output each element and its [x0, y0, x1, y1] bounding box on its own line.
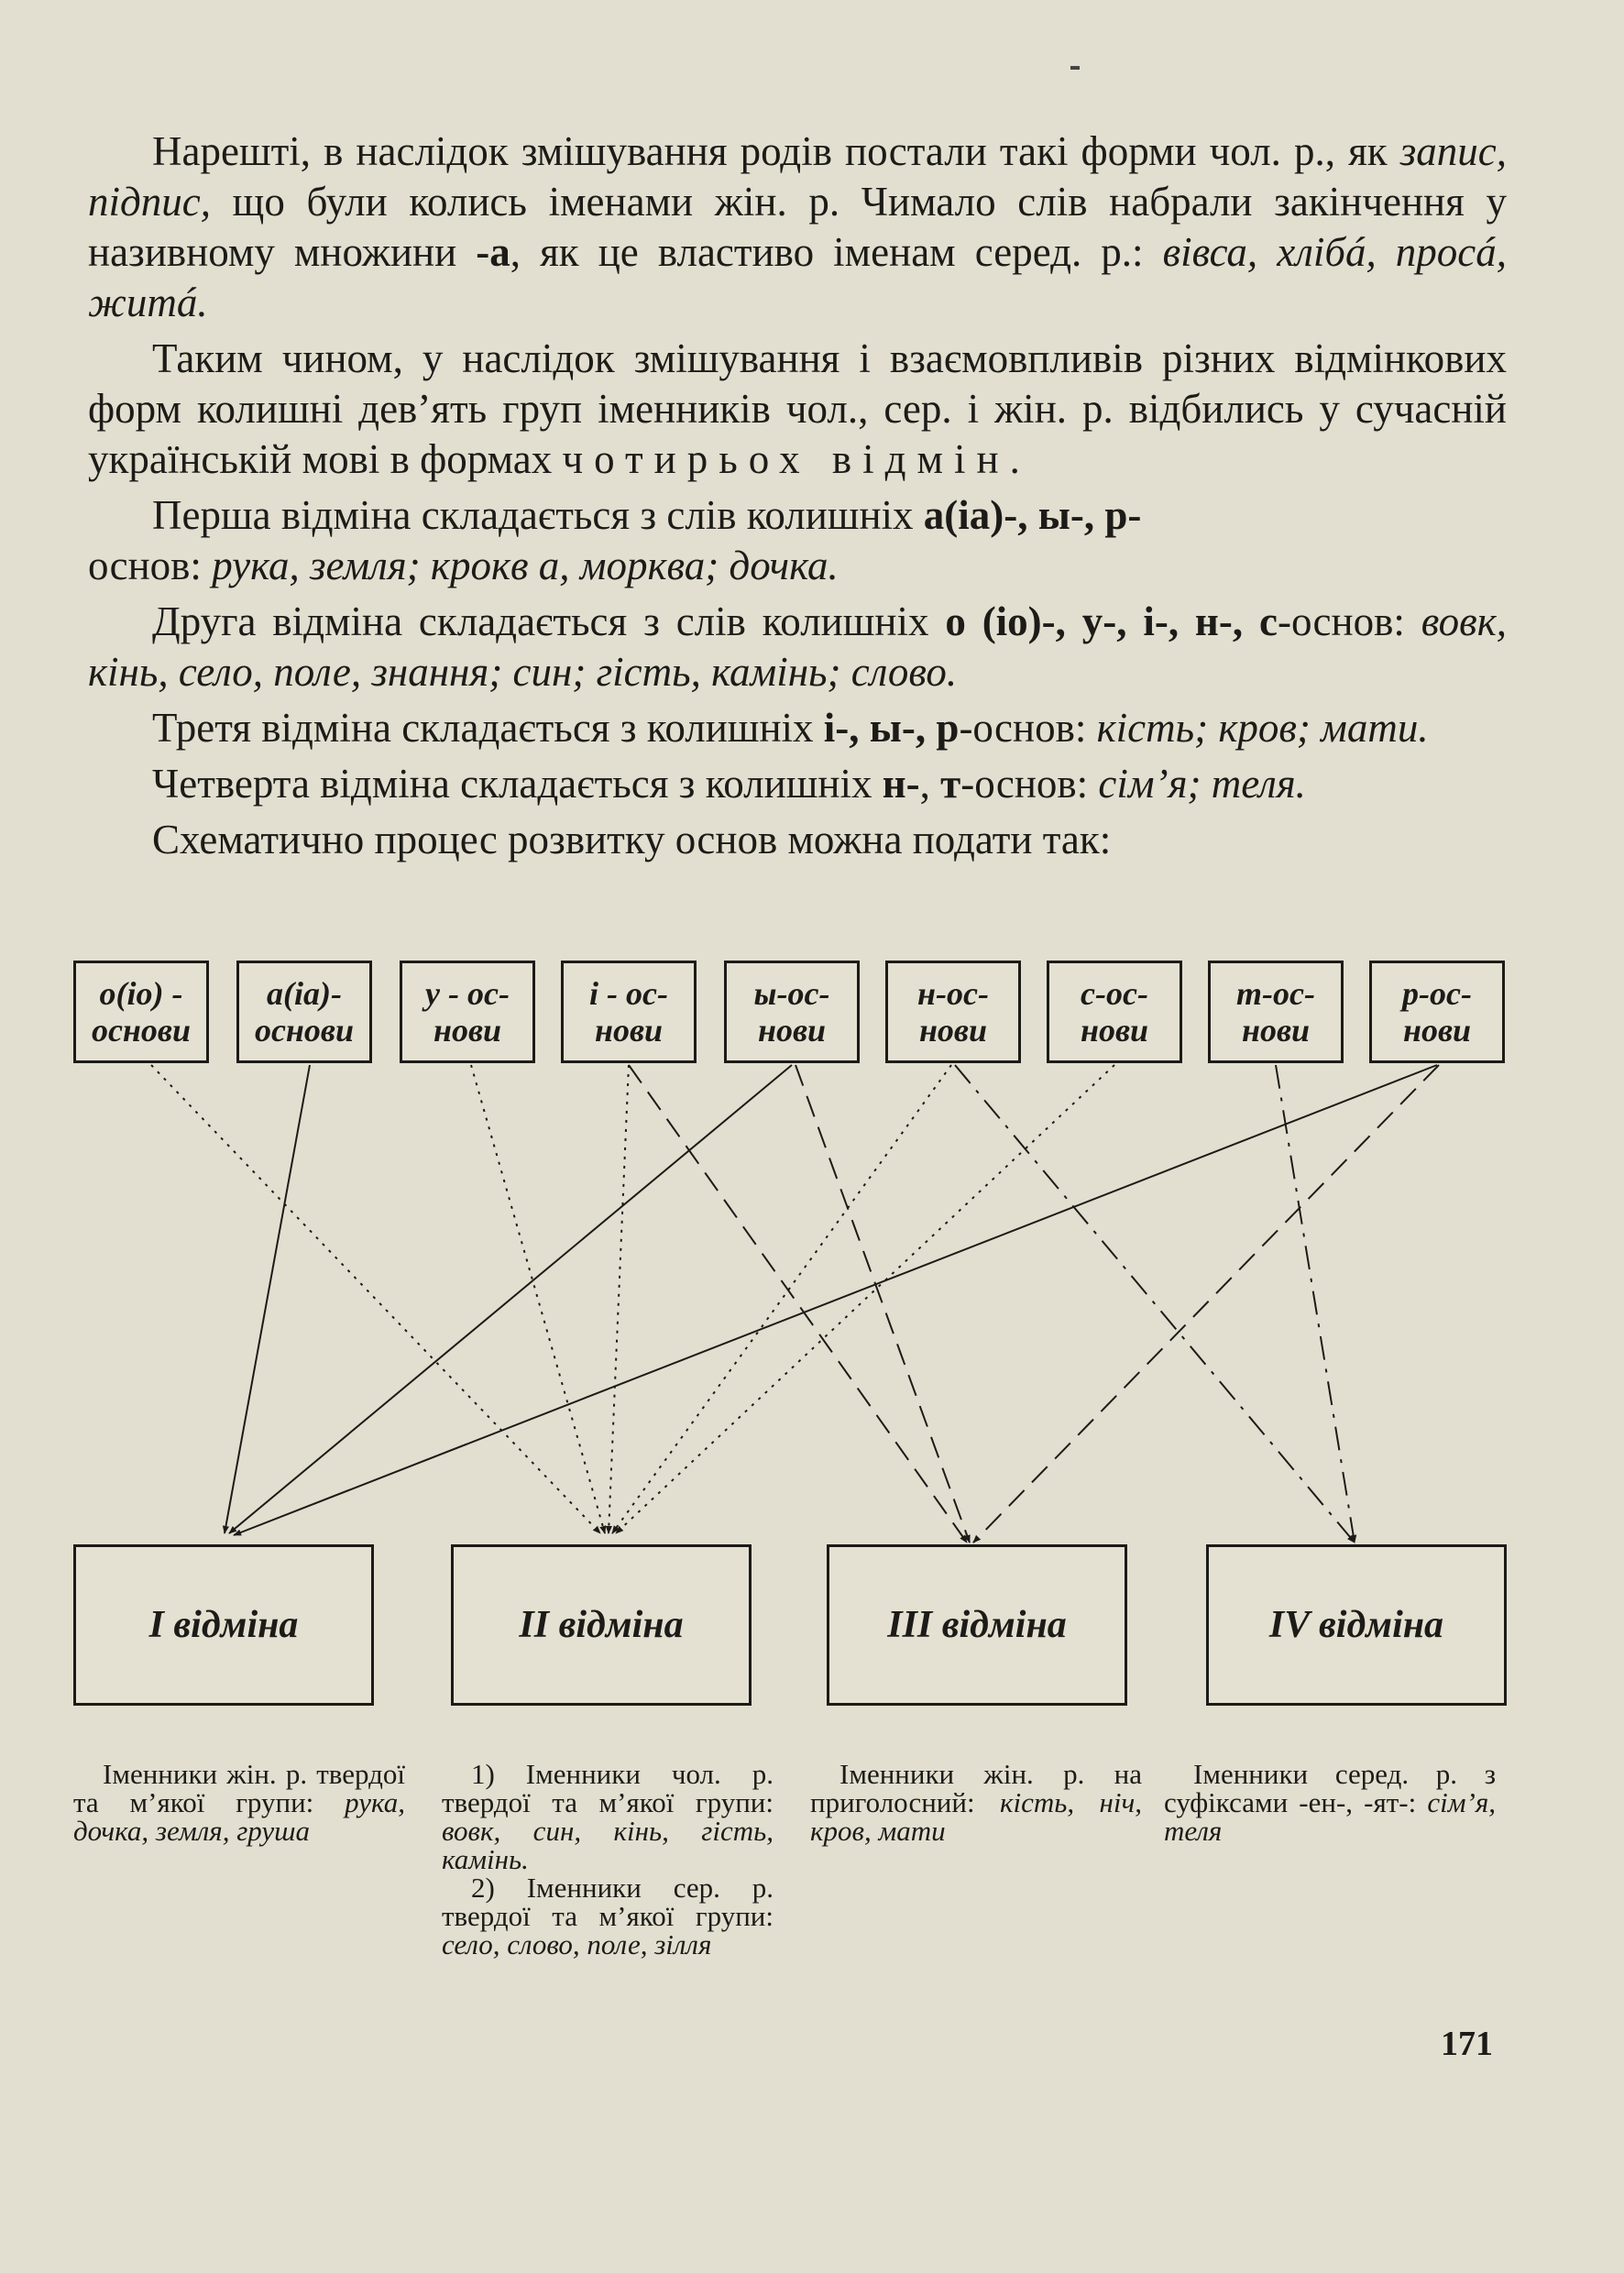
stem-label: а(іа)-	[267, 975, 342, 1012]
stem-r-box	[1369, 961, 1505, 1063]
note-declension-3	[810, 1760, 1142, 1845]
stem-label: нови	[918, 1012, 988, 1049]
arrow-y-to-III	[796, 1065, 970, 1543]
example-words: вівса, хлібá, просá, житá.	[88, 229, 1507, 325]
stem-label: т-ос-	[1236, 975, 1315, 1012]
page-number: 171	[1441, 2025, 1493, 2063]
arrow-y-to-I	[229, 1065, 792, 1533]
text: Схематично процес розвитку основ можна подати так:	[152, 817, 1112, 862]
arrow-i-to-III	[629, 1065, 967, 1543]
note-text: Іменники жін. р. на приголосний:	[810, 1758, 1142, 1818]
text: Таким чином, у наслідок змішування і взаємовпливів різних відмінкових форм колишні дев’ять груп іменників чол., сер. і жін. р. відбились у сучасній українській мові в формах	[88, 335, 1507, 482]
stem-n-box	[885, 961, 1021, 1063]
text: Друга відміна складається з слів колишніх	[152, 598, 946, 644]
stem-label: н-ос-	[917, 975, 989, 1012]
example-words: кість; кров; мати.	[1096, 705, 1429, 751]
stem-o-box	[73, 961, 209, 1063]
text: Перша відміна складається з слів колишніх	[152, 492, 924, 538]
stem-label: нови	[433, 1012, 502, 1049]
declension-2-box	[451, 1544, 752, 1706]
text: -основ:	[1277, 598, 1421, 644]
arrow-u-to-II	[471, 1065, 605, 1533]
arrow-i-to-II	[609, 1065, 629, 1533]
note-declension-2	[442, 1760, 774, 1959]
arrow-t-to-IV	[1276, 1065, 1355, 1543]
stem-letters: а(іа)-, ы-, р-	[923, 492, 1142, 538]
stem-y-box	[724, 961, 860, 1063]
note-text: 2) Іменники сер. р. твердої та м’якої групи:	[442, 1872, 774, 1932]
text: Четверта відміна складається з колишніх	[152, 761, 883, 807]
note-examples: рука, дочка, земля, груша	[73, 1786, 405, 1847]
example-words: запис, підпис,	[88, 128, 1507, 225]
stem-letters: о (іо)-, у-, і-, н-,	[945, 598, 1244, 644]
declension-1-box	[73, 1544, 374, 1706]
stem-u-box	[400, 961, 535, 1063]
stem-t-box	[1208, 961, 1344, 1063]
stem-letters: н-	[882, 761, 920, 807]
stem-letters: т	[940, 761, 961, 807]
stem-label: ы-ос-	[753, 975, 830, 1012]
spaced-term: чотирьох відмін.	[562, 436, 1031, 482]
note-declension-1	[73, 1760, 405, 1845]
declension-3-box	[827, 1544, 1127, 1706]
text: -основ:	[959, 705, 1097, 751]
note-examples: сім’я, теля	[1164, 1786, 1496, 1847]
stem-letters: і-, ы-, р	[823, 705, 960, 751]
arrow-r-to-I	[234, 1065, 1437, 1535]
example-words: сім’я; теля.	[1098, 761, 1306, 807]
stem-a-box	[236, 961, 372, 1063]
note-examples: вовк, син, кінь, гість, камінь.	[442, 1815, 774, 1875]
example-words: рука, земля; крокв а, морква; дочка.	[212, 543, 839, 588]
stem-s-box	[1047, 961, 1182, 1063]
text: ,	[919, 761, 941, 807]
stem-label: і - ос-	[589, 975, 668, 1012]
note-text: Іменники жін. р. твердої та м’якої групи:	[73, 1758, 405, 1818]
declension-label: I відміна	[148, 1604, 299, 1646]
text: що були колись іменами жін. р. Чимало слів набрали закінчення у називному множини	[88, 179, 1507, 275]
note-text: Іменники серед. р. з суфіксами -ен-, -ят-:	[1164, 1758, 1496, 1818]
text: -основ:	[960, 761, 1099, 807]
stem-label: основи	[91, 1012, 192, 1049]
arrow-a-to-I	[225, 1065, 310, 1533]
declension-label: III відміна	[887, 1604, 1067, 1646]
stem-label: нови	[1402, 1012, 1472, 1049]
text: Нарешті, в наслідок змішування родів постали такі форми чол. р., як	[152, 128, 1400, 174]
declension-label: IV відміна	[1268, 1604, 1444, 1646]
arrow-s-to-II	[616, 1065, 1114, 1533]
stem-label: основи	[254, 1012, 355, 1049]
note-examples: село, слово, поле, зілля	[442, 1928, 712, 1960]
ending: -а	[476, 229, 510, 275]
note-examples: кість, ніч, кров, мати	[810, 1786, 1142, 1847]
text: Третя відміна складається з колишніх	[152, 705, 824, 751]
declension-4-box	[1206, 1544, 1507, 1706]
stem-label: р-ос-	[1402, 975, 1472, 1012]
arrow-r-to-III	[973, 1065, 1439, 1543]
note-text: 1) Іменники чол. р. твердої та м’якої групи:	[442, 1758, 774, 1818]
stem-letters: с	[1258, 598, 1278, 644]
example-words: вовк, кінь, село, поле, знання; син; гість, камінь; слово.	[88, 598, 1507, 695]
text: основ:	[88, 543, 213, 588]
stem-label: нови	[1080, 1012, 1149, 1049]
note-declension-4	[1164, 1760, 1496, 1845]
arrow-o-to-II	[151, 1065, 600, 1533]
stem-label: о(іо) -	[99, 975, 183, 1012]
text: , як це властиво іменам серед. р.:	[510, 229, 1163, 275]
declension-label: II відміна	[519, 1604, 684, 1646]
stem-label: с-ос-	[1081, 975, 1148, 1012]
arrow-n-to-IV	[955, 1065, 1355, 1543]
stem-label: нови	[757, 1012, 827, 1049]
stem-label: нови	[594, 1012, 664, 1049]
stem-label: у - ос-	[425, 975, 510, 1012]
stem-label: нови	[1241, 1012, 1311, 1049]
stem-i-box	[561, 961, 697, 1063]
arrow-n-to-II	[612, 1065, 951, 1533]
